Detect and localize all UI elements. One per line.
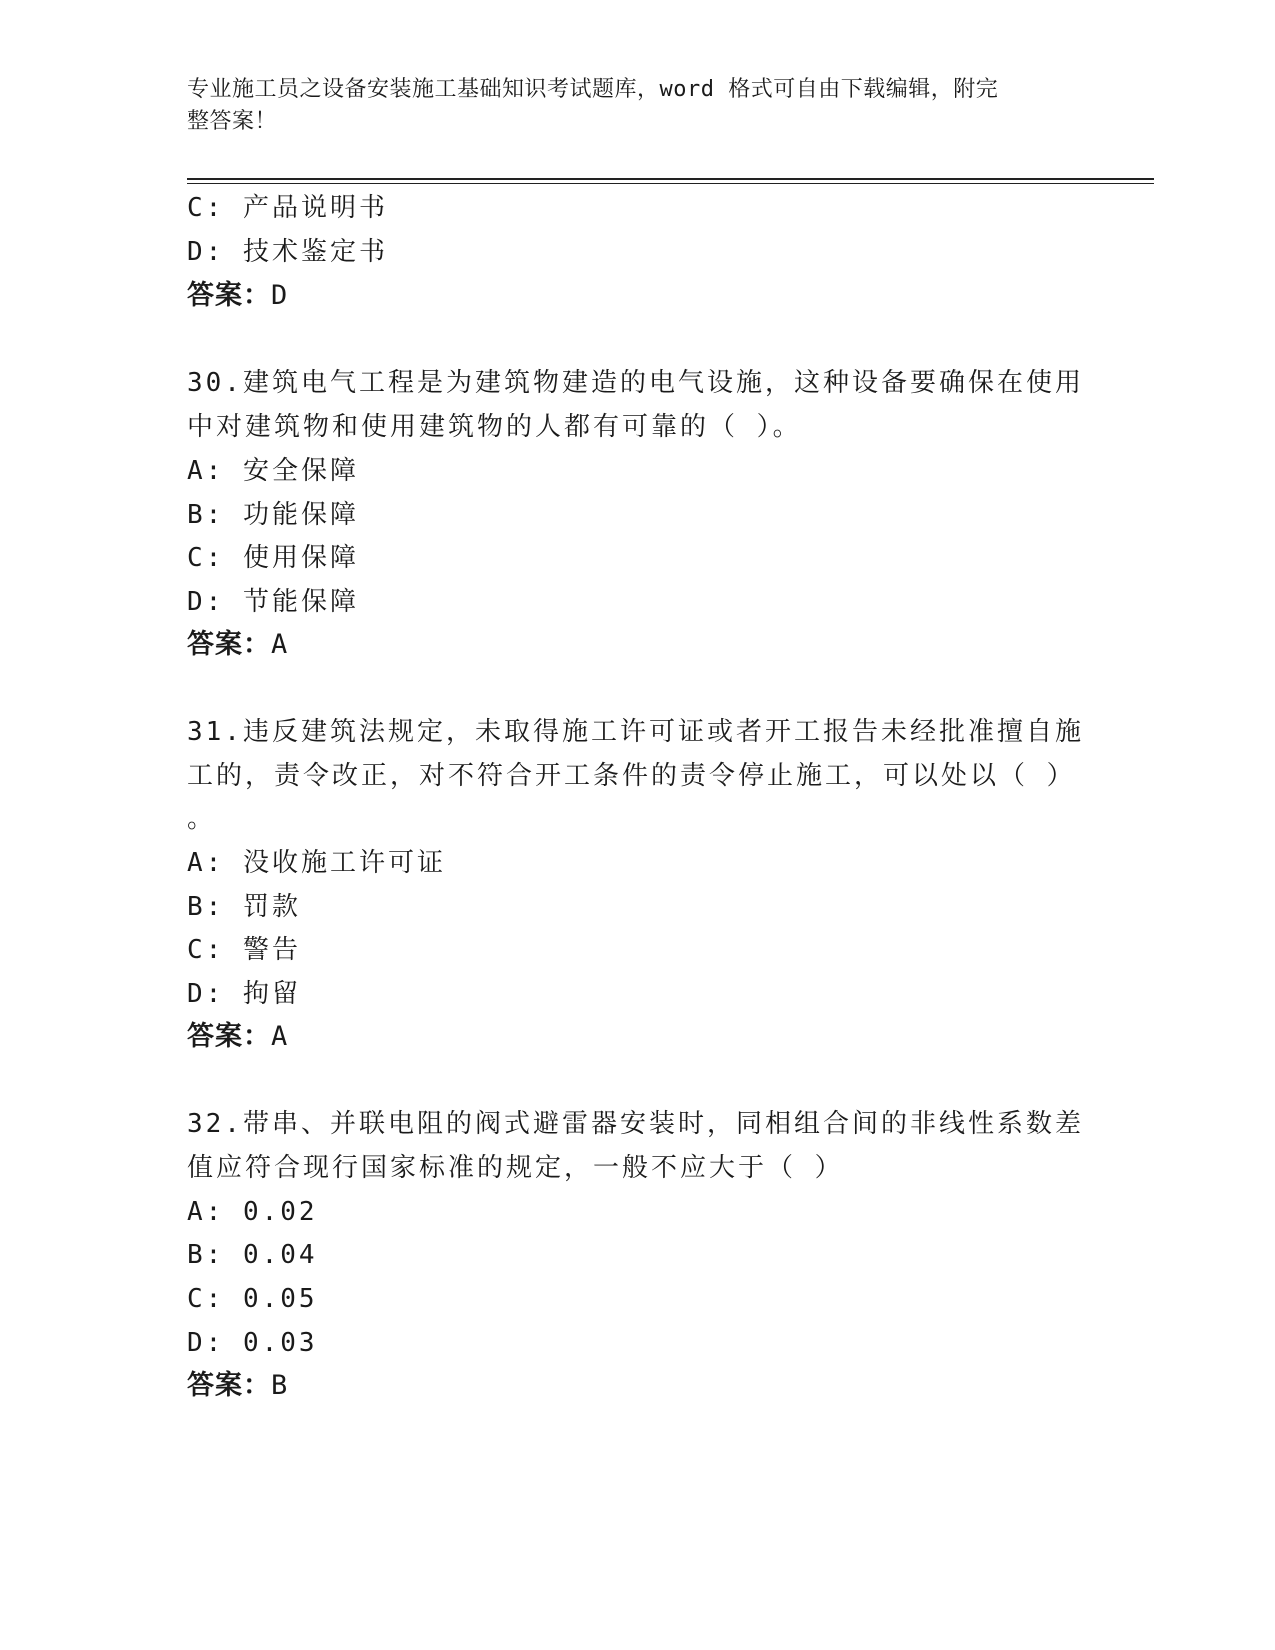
answer-label: 答案： [187, 1370, 271, 1401]
option-a: A: 没收施工许可证 [187, 848, 446, 878]
answer-line [187, 630, 288, 660]
option-c: C: 警告 [187, 935, 301, 965]
answer-value: A [271, 629, 289, 660]
answer-value: A [271, 1021, 289, 1052]
answer-label: 答案： [187, 629, 271, 660]
option-a: A: 0.02 [187, 1197, 318, 1227]
answer-line [187, 1371, 288, 1401]
answer-line [187, 1022, 288, 1052]
option-d: D: 0.03 [187, 1328, 318, 1358]
header-line: 整答案！ [187, 109, 278, 134]
question-text: 31.违反建筑法规定，未取得施工许可证或者开工报告未经批准擅自施 [187, 717, 1084, 747]
document-header [187, 74, 1067, 138]
question-text: 32.带串、并联电阻的阀式避雷器安装时，同相组合间的非线性系数差 [187, 1109, 1084, 1139]
header-line: 专业施工员之设备安装施工基础知识考试题库，word 格式可自由下载编辑，附完 [187, 77, 999, 102]
option-c: C: 产品说明书 [187, 193, 388, 223]
option-d: D: 拘留 [187, 979, 301, 1009]
option-b: B: 0.04 [187, 1240, 318, 1270]
option-c: C: 0.05 [187, 1284, 318, 1314]
question-text: 值应符合现行国家标准的规定，一般不应大于（ ） [187, 1153, 844, 1183]
option-d: D: 技术鉴定书 [187, 237, 388, 267]
option-d: D: 节能保障 [187, 587, 359, 617]
question-text: 。 [187, 804, 217, 834]
option-b: B: 功能保障 [187, 500, 359, 530]
answer-line [187, 281, 288, 311]
answer-value: B [271, 1370, 289, 1401]
option-a: A: 安全保障 [187, 456, 359, 486]
header-divider [187, 183, 1154, 184]
question-text: 30.建筑电气工程是为建筑物建造的电气设施，这种设备要确保在使用 [187, 368, 1084, 398]
option-c: C: 使用保障 [187, 543, 359, 573]
option-b: B: 罚款 [187, 892, 301, 922]
question-text: 中对建筑物和使用建筑物的人都有可靠的（ ）。 [187, 412, 802, 442]
answer-label: 答案： [187, 280, 271, 311]
answer-value: D [271, 280, 289, 311]
question-text: 工的，责令改正，对不符合开工条件的责令停止施工，可以处以（ ） [187, 761, 1076, 791]
answer-label: 答案： [187, 1021, 271, 1052]
header-divider [187, 178, 1154, 180]
